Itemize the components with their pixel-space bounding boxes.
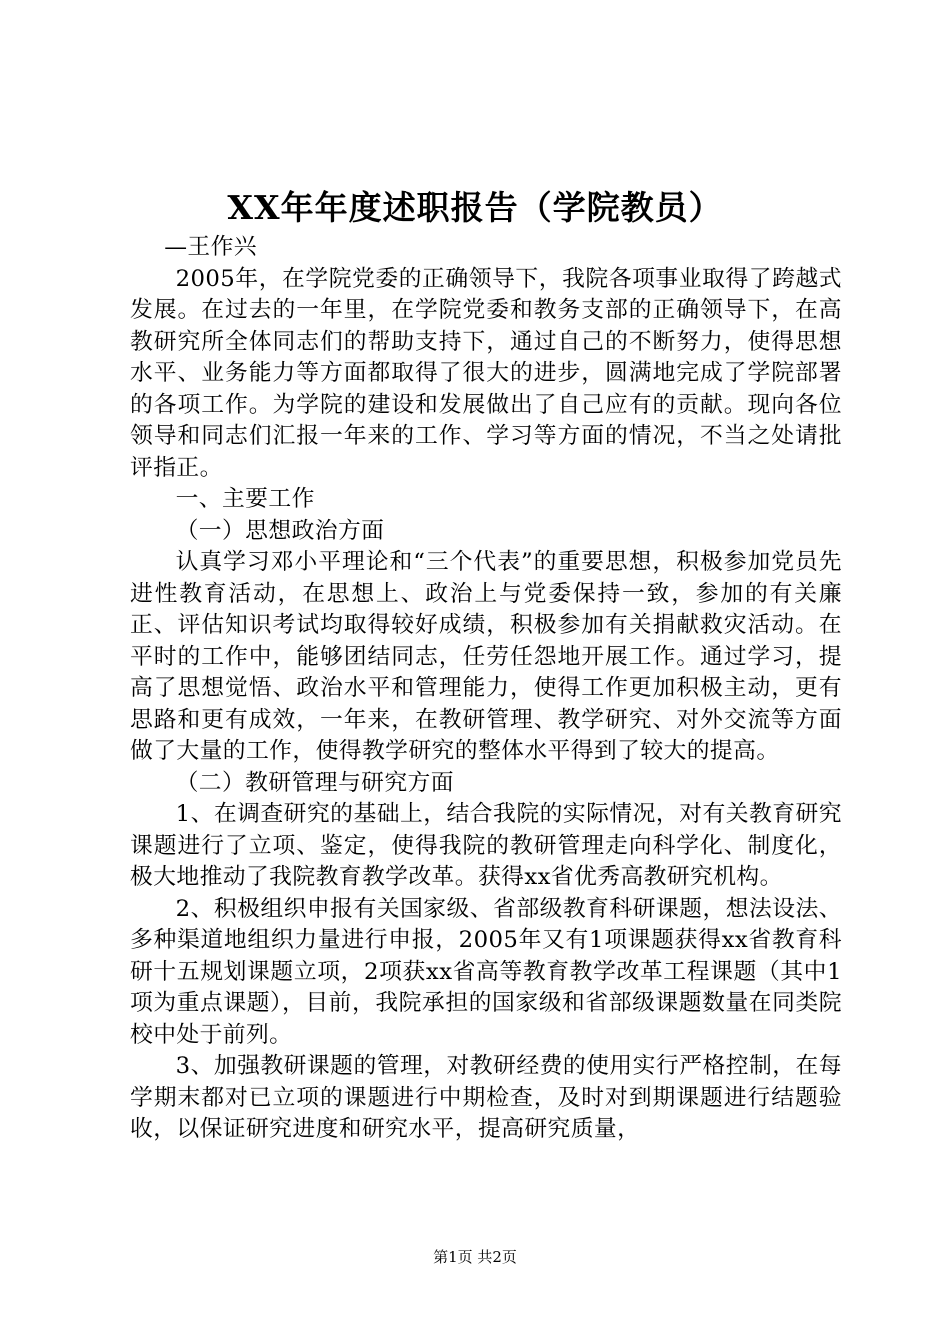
paragraph-item-3: 3、加强教研课题的管理，对教研经费的使用实行严格控制，在每学期末都对已立项的课题进行中期检查，及时对到期课题进行结题验收，以保证研究进度和研究水平，提高研究质量， bbox=[130, 1053, 842, 1142]
paragraph-intro: 2005年，在学院党委的正确领导下，我院各项事业取得了跨越式发展。在过去的一年里，在学院党委和教务支部的正确领导下，在高教研究所全体同志们的帮助支持下，通过自己的不断努力，使得思想水平、业务能力等方面都取得了很大的进步，圆满地完成了学院部署的各项工作。为学院的建设和发展做出了自己应有的贡献。现向各位领导和同志们汇报一年来的工作、学习等方面的情况，不当之处请批评指正。 bbox=[130, 265, 842, 481]
section-heading-main-work: 一、主要工作 bbox=[175, 486, 315, 512]
paragraph-political: 认真学习邓小平理论和“三个代表”的重要思想，积极参加党员先进性教育活动，在思想上、政治上与党委保持一致，参加的有关廉正、评估知识考试均取得较好成绩，积极参加有关捐献救灾活动。在平时的工作中，能够团结同志，任劳任怨地开展工作。通过学习，提高了思想觉悟、政治水平和管理能力，使得工作更加积极主动，更有思路和更有成效，一年来，在教研管理、教学研究、对外交流等方面做了大量的工作，使得教学研究的整体水平得到了较大的提高。 bbox=[130, 549, 842, 764]
subsection-heading-political: （一）思想政治方面 bbox=[175, 517, 385, 544]
page-footer: 第1页 共2页 bbox=[433, 1248, 517, 1266]
paragraph-item-1: 1、在调查研究的基础上，结合我院的实际情况，对有关教育研究课题进行了立项、鉴定，使得我院的教研管理走向科学化、制度化，极大地推动了我院教育教学改革。获得xx省优秀高教研究机构。 bbox=[130, 801, 842, 890]
document-body bbox=[130, 232, 842, 1146]
author-line: —王作兴 bbox=[164, 234, 257, 260]
document-title: XX年年度述职报告（学院教员） bbox=[227, 188, 723, 227]
subsection-heading-research: （二）教研管理与研究方面 bbox=[175, 769, 454, 796]
paragraph-item-2: 2、积极组织申报有关国家级、省部级教育科研课题，想法设法、多种渠道地组织力量进行申报，2005年又有1项课题获得xx省教育科研十五规划课题立项，2项获xx省高等教育教学改革工程课题（其中1项为重点课题），目前，我院承担的国家级和省部级课题数量在同类院校中处于前列。 bbox=[130, 895, 842, 1048]
